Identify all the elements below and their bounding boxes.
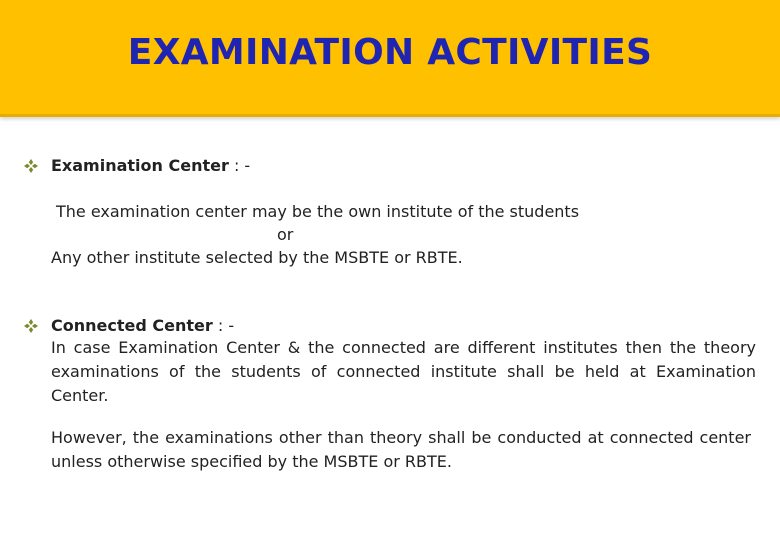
diamond-bullet-icon	[24, 159, 38, 173]
connected-center-heading-suffix: : -	[212, 316, 235, 335]
examination-center-heading-suffix: : -	[228, 156, 251, 175]
connected-center-heading-label: Connected Center	[51, 316, 213, 335]
exam-center-line-1: The examination center may be the own institute of the students	[56, 202, 580, 221]
connected-center-heading	[51, 316, 234, 335]
exam-center-line-3: Any other institute selected by the MSBTE or RBTE.	[51, 248, 463, 267]
examination-center-heading-label: Examination Center	[51, 156, 229, 175]
exam-center-line-or: or	[277, 225, 294, 244]
connected-center-paragraph-2: However, the examinations other than theory shall be conducted at connected center unless otherwise specified by the MSBTE or RBTE.	[51, 428, 751, 471]
connected-center-paragraph-1: In case Examination Center & the connected are different institutes then the theory examinations of the students of connected institute shall be held at Examination Center.	[51, 338, 756, 405]
diamond-bullet-icon	[24, 319, 38, 333]
examination-center-heading	[51, 156, 250, 175]
page-title: EXAMINATION ACTIVITIES	[127, 32, 653, 73]
